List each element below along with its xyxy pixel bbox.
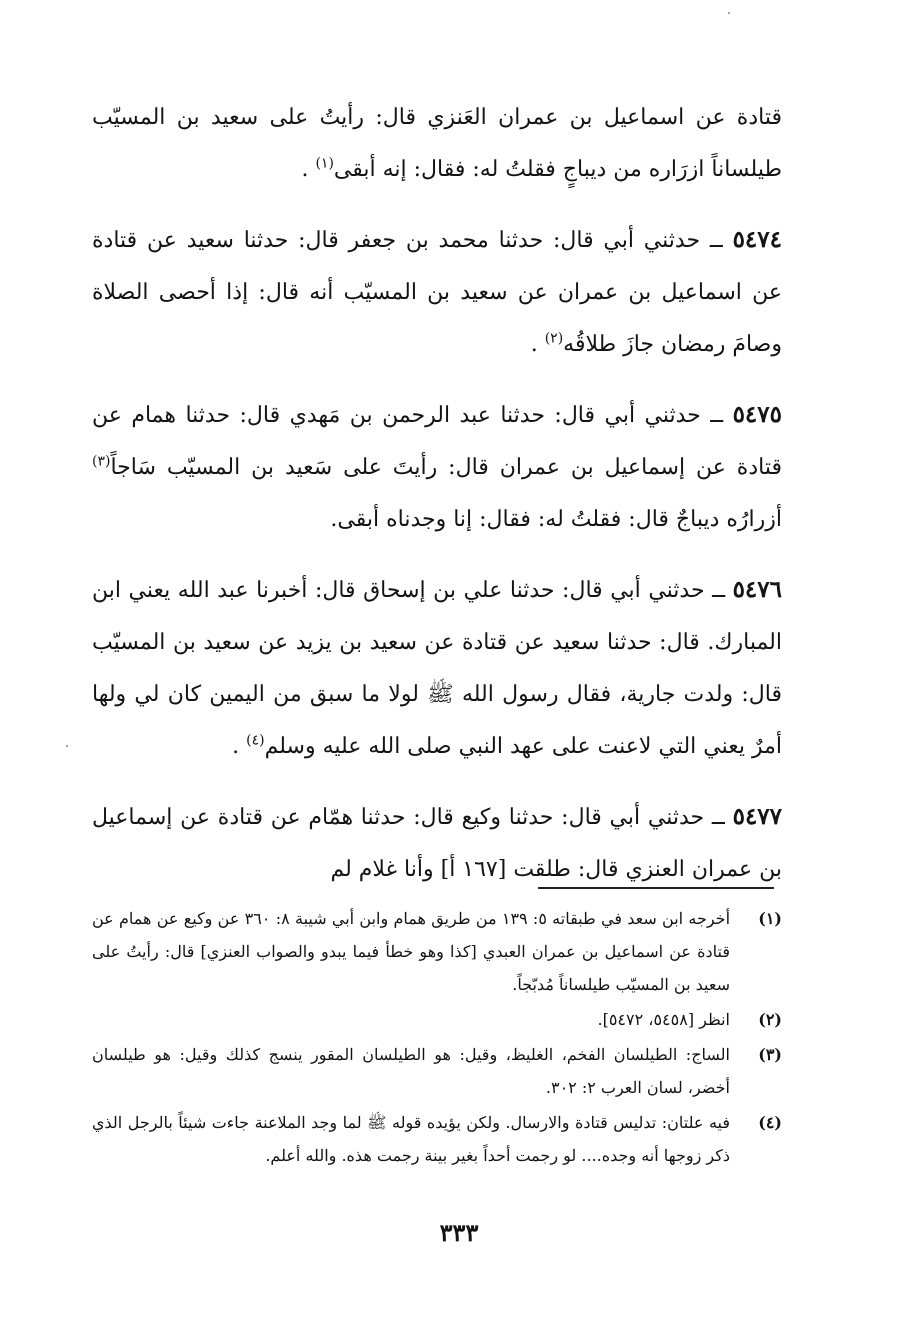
hadith-5476 bbox=[92, 564, 782, 773]
footnote-ref: (٢) bbox=[544, 330, 564, 347]
footnote-ref: (١) bbox=[315, 155, 334, 172]
footnote-mark: (٣) bbox=[758, 1045, 782, 1064]
hadith-number: ٥٤٧٦ bbox=[732, 576, 782, 603]
footnote-divider bbox=[538, 887, 774, 889]
hadith-number: ٥٤٧٤ bbox=[732, 226, 782, 253]
footnote-1 bbox=[92, 902, 782, 1001]
hadith-5475 bbox=[92, 389, 782, 546]
footnote-ref: (٤) bbox=[246, 732, 265, 749]
paragraph-continuation bbox=[92, 92, 782, 196]
paragraph-tail: . bbox=[301, 157, 309, 182]
hadith-number: ٥٤٧٥ bbox=[732, 401, 782, 428]
main-text bbox=[92, 92, 782, 900]
hadith-5474 bbox=[92, 214, 782, 371]
paragraph-text: ــ حدثني أبي قال: حدثنا علي بن إسحاق قال: أخبرنا عبد الله يعني ابن المبارك. قال: حدثنا سعيد عن قتادة عن سعيد بن يزيد عن سعيد بن المسيّب قال: ولدت جارية، فقال رسول الله ﷺ لولا ما سبق من اليمين كان لي ولها أمرٌ يعني التي لاعنت على عهد النبي صلى الله عليه وسلم bbox=[92, 578, 782, 759]
paragraph-tail: . bbox=[232, 734, 240, 759]
footnote-mark: (٢) bbox=[758, 1010, 782, 1029]
scan-speck bbox=[728, 12, 730, 14]
footnotes bbox=[92, 902, 782, 1174]
paragraph-tail: أزرارُه ديباجٌ قال: فقلتُ له: فقال: إنا وجدناه أبقى. bbox=[330, 507, 782, 532]
paragraph-text: ــ حدثني أبي قال: حدثنا محمد بن جعفر قال: حدثنا سعيد عن قتادة عن اسماعيل بن عمران عن سعيد بن المسيّب أنه قال: إذا أحصى الصلاة وصامَ رمضان جازَ طلاقُه bbox=[92, 228, 782, 357]
footnote-mark: (٤) bbox=[758, 1113, 782, 1132]
footnote-text: فيه علتان: تدليس قتادة والارسال. ولكن يؤيده قوله ﷺ لما وجد الملاعنة جاءت شيئاً بالرجل الذي ذكر زوجها أنه وجده.... لو رجمت أحداً بغير بينة رجمت هذه. والله أعلم. bbox=[92, 1113, 730, 1165]
footnote-4 bbox=[92, 1106, 782, 1172]
footnote-text: انظر [٥٤٥٨، ٥٤٧٢]. bbox=[597, 1010, 730, 1029]
paragraph-tail: . bbox=[530, 332, 538, 357]
page-number: ٣٣٣ bbox=[439, 1218, 479, 1247]
footnote-text: الساج: الطيلسان الفخم، الغليظ، وقيل: هو الطيلسان المقور ينسج كذلك وقيل: هو طيلسان أخضر، لسان العرب ٢: ٣٠٢. bbox=[92, 1045, 730, 1097]
footnote-text: أخرجه ابن سعد في طبقاته ٥: ١٣٩ من طريق همام وابن أبي شيبة ٨: ٣٦٠ عن وكيع عن همام عن قتادة عن اسماعيل بن عمران العبدي [كذا وهو خطأ فيما يبدو والصواب العنزي] قال: رأيتُ على سعيد بن المسيّب طيلساناً مُدبّجاً. bbox=[92, 909, 731, 994]
footnote-3 bbox=[92, 1038, 782, 1104]
footnote-2 bbox=[92, 1003, 782, 1036]
paragraph-text: ــ حدثني أبي قال: حدثنا وكيع قال: حدثنا همّام عن قتادة عن إسماعيل بن عمران العنزي قال: طلقت [١٦٧ أ] وأنا غلام لم bbox=[92, 805, 782, 882]
paragraph-text: ــ حدثني أبي قال: حدثنا عبد الرحمن بن مَهدي قال: حدثنا همام عن قتادة عن إسماعيل بن عمران قال: رأيتَ على سَعيد بن المسيّب سَاجاً bbox=[92, 403, 782, 480]
scan-speck bbox=[66, 745, 68, 747]
footnote-mark: (١) bbox=[758, 909, 782, 928]
hadith-number: ٥٤٧٧ bbox=[732, 803, 783, 830]
footnote-ref: (٣) bbox=[92, 453, 111, 470]
paragraph-text: قتادة عن اسماعيل بن عمران العَنزي قال: رأيتُ على سعيد بن المسيّب طيلساناً ازرَاره من ديباجٍ فقلتُ له: فقال: إنه أبقى bbox=[92, 105, 782, 182]
hadith-5477 bbox=[92, 791, 782, 896]
